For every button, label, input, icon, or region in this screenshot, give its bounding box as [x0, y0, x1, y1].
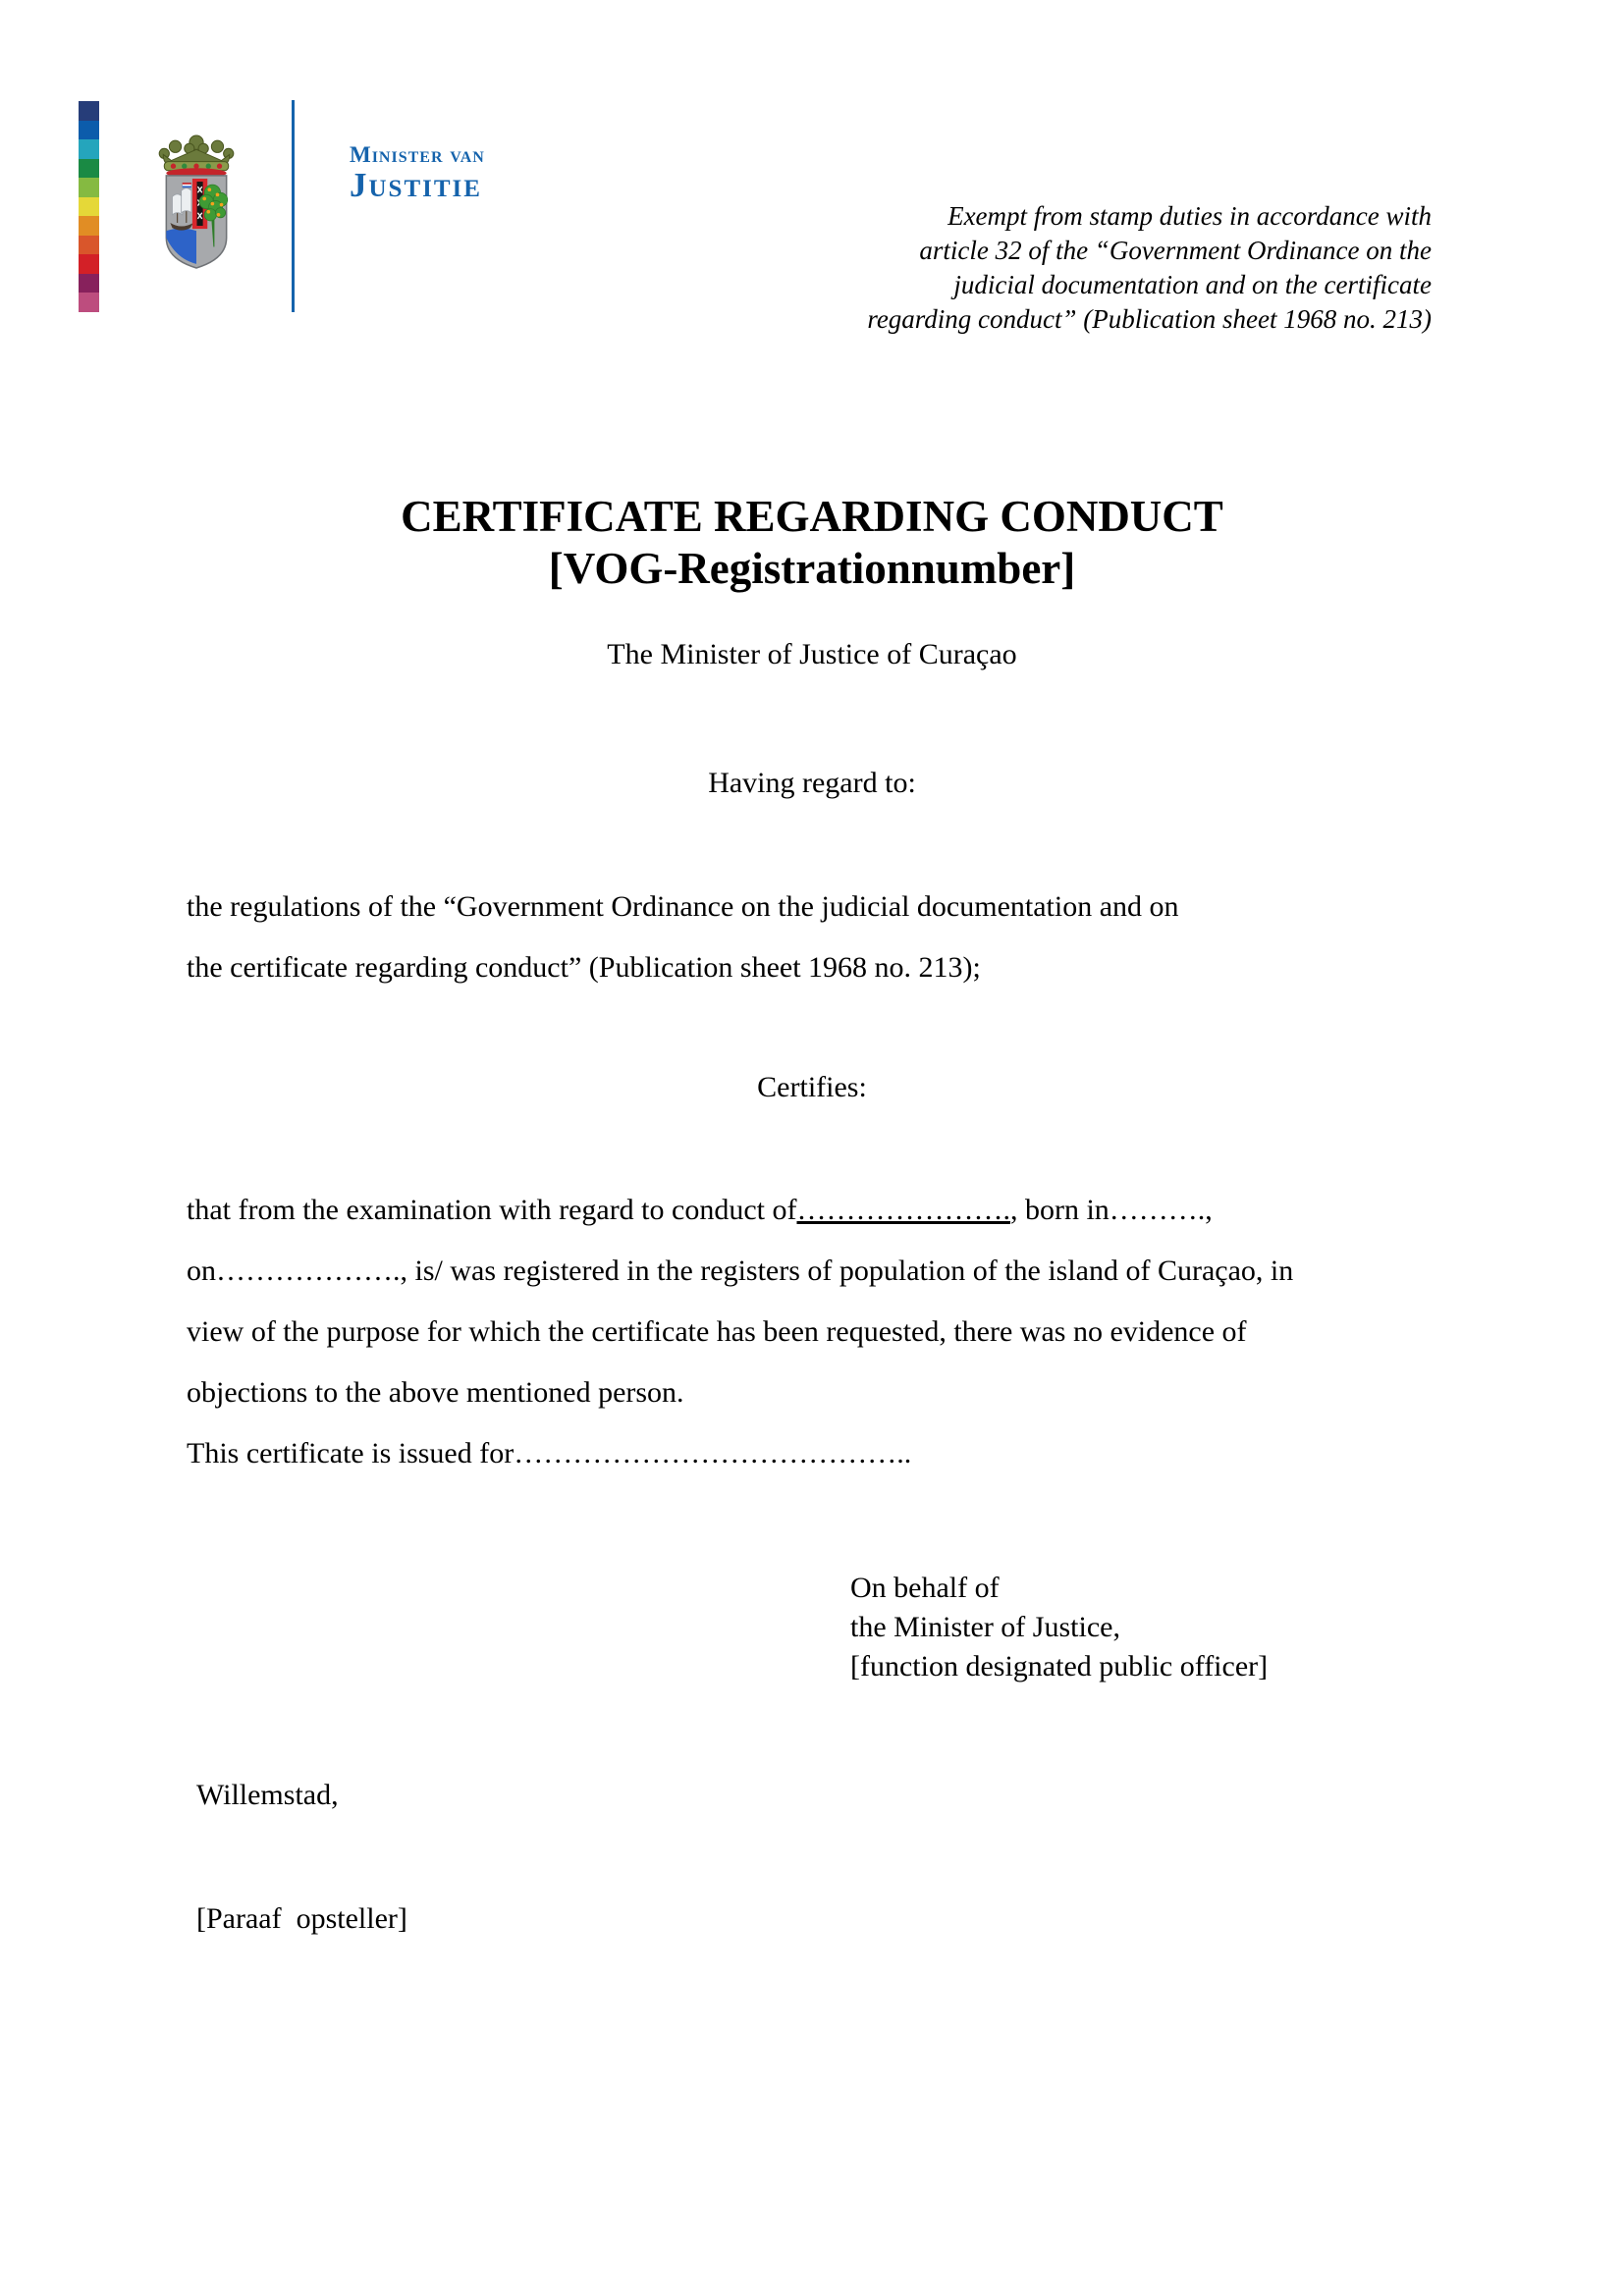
- ministry-name-line1: Minister van: [350, 142, 485, 167]
- name-blank-field: ………………….: [796, 1194, 1010, 1226]
- rainbow-bar-segment: [79, 178, 99, 197]
- regulations-line: the regulations of the “Government Ordinance on the judicial documentation and on: [187, 890, 1179, 923]
- rainbow-bar-segment: [79, 159, 99, 179]
- place-line: Willemstad,: [196, 1779, 339, 1811]
- statement-line: [187, 1180, 1447, 1241]
- statement-line: This certificate is issued for…………………………………..: [187, 1437, 912, 1469]
- rainbow-bar-segment: [79, 254, 99, 274]
- rainbow-bar-segment: [79, 121, 99, 140]
- signature-line: On behalf of: [850, 1572, 1000, 1604]
- statement-line: on………………., is/ was registered in the registers of population of the island of Curaçao, in: [187, 1255, 1294, 1287]
- rainbow-bar-segment: [79, 293, 99, 312]
- document-title: [0, 491, 1624, 595]
- regulations-paragraph: [187, 877, 1437, 998]
- paraaf-line: [Paraaf opsteller]: [196, 1902, 407, 1935]
- rainbow-bar-segment: [79, 236, 99, 255]
- rainbow-bar-segment: [79, 216, 99, 236]
- rainbow-bar: [79, 101, 99, 312]
- signature-line: [function designated public officer]: [850, 1650, 1269, 1682]
- stamp-exemption-note: [823, 199, 1432, 337]
- rainbow-bar-segment: [79, 197, 99, 217]
- rainbow-bar-segment: [79, 274, 99, 294]
- issuer-line: The Minister of Justice of Curaçao: [607, 638, 1017, 670]
- signature-line: the Minister of Justice,: [850, 1611, 1120, 1643]
- having-regard-heading: Having regard to:: [708, 767, 916, 799]
- stamp-note-line: article 32 of the “Government Ordinance on the: [919, 236, 1432, 265]
- statement-line: view of the purpose for which the certificate has been requested, there was no evidence of: [187, 1315, 1247, 1348]
- signature-block: [850, 1569, 1268, 1686]
- document-title-line2: [VOG-Registrationnumber]: [548, 544, 1076, 593]
- statement-line: objections to the above mentioned person.: [187, 1376, 684, 1409]
- ministry-name-line2: Justitie: [350, 166, 482, 204]
- certifies-heading: Certifies:: [757, 1071, 867, 1103]
- stamp-note-line: judicial documentation and on the certificate: [953, 270, 1432, 299]
- statement-line1-post: , born in……….,: [1009, 1194, 1213, 1226]
- regulations-line: the certificate regarding conduct” (Publication sheet 1968 no. 213);: [187, 951, 981, 984]
- statement-line1-pre: that from the examination with regard to conduct of: [187, 1194, 797, 1226]
- stamp-note-line: Exempt from stamp duties in accordance with: [947, 201, 1432, 231]
- ministry-wordmark: [350, 143, 485, 202]
- document-title-line1: CERTIFICATE REGARDING CONDUCT: [401, 492, 1223, 541]
- certification-statement: [187, 1180, 1447, 1484]
- curacao-coat-of-arms-icon: [151, 133, 242, 271]
- rainbow-bar-segment: [79, 139, 99, 159]
- logo-divider: [292, 100, 295, 312]
- stamp-note-line: regarding conduct” (Publication sheet 1968 no. 213): [867, 304, 1432, 334]
- rainbow-bar-segment: [79, 101, 99, 121]
